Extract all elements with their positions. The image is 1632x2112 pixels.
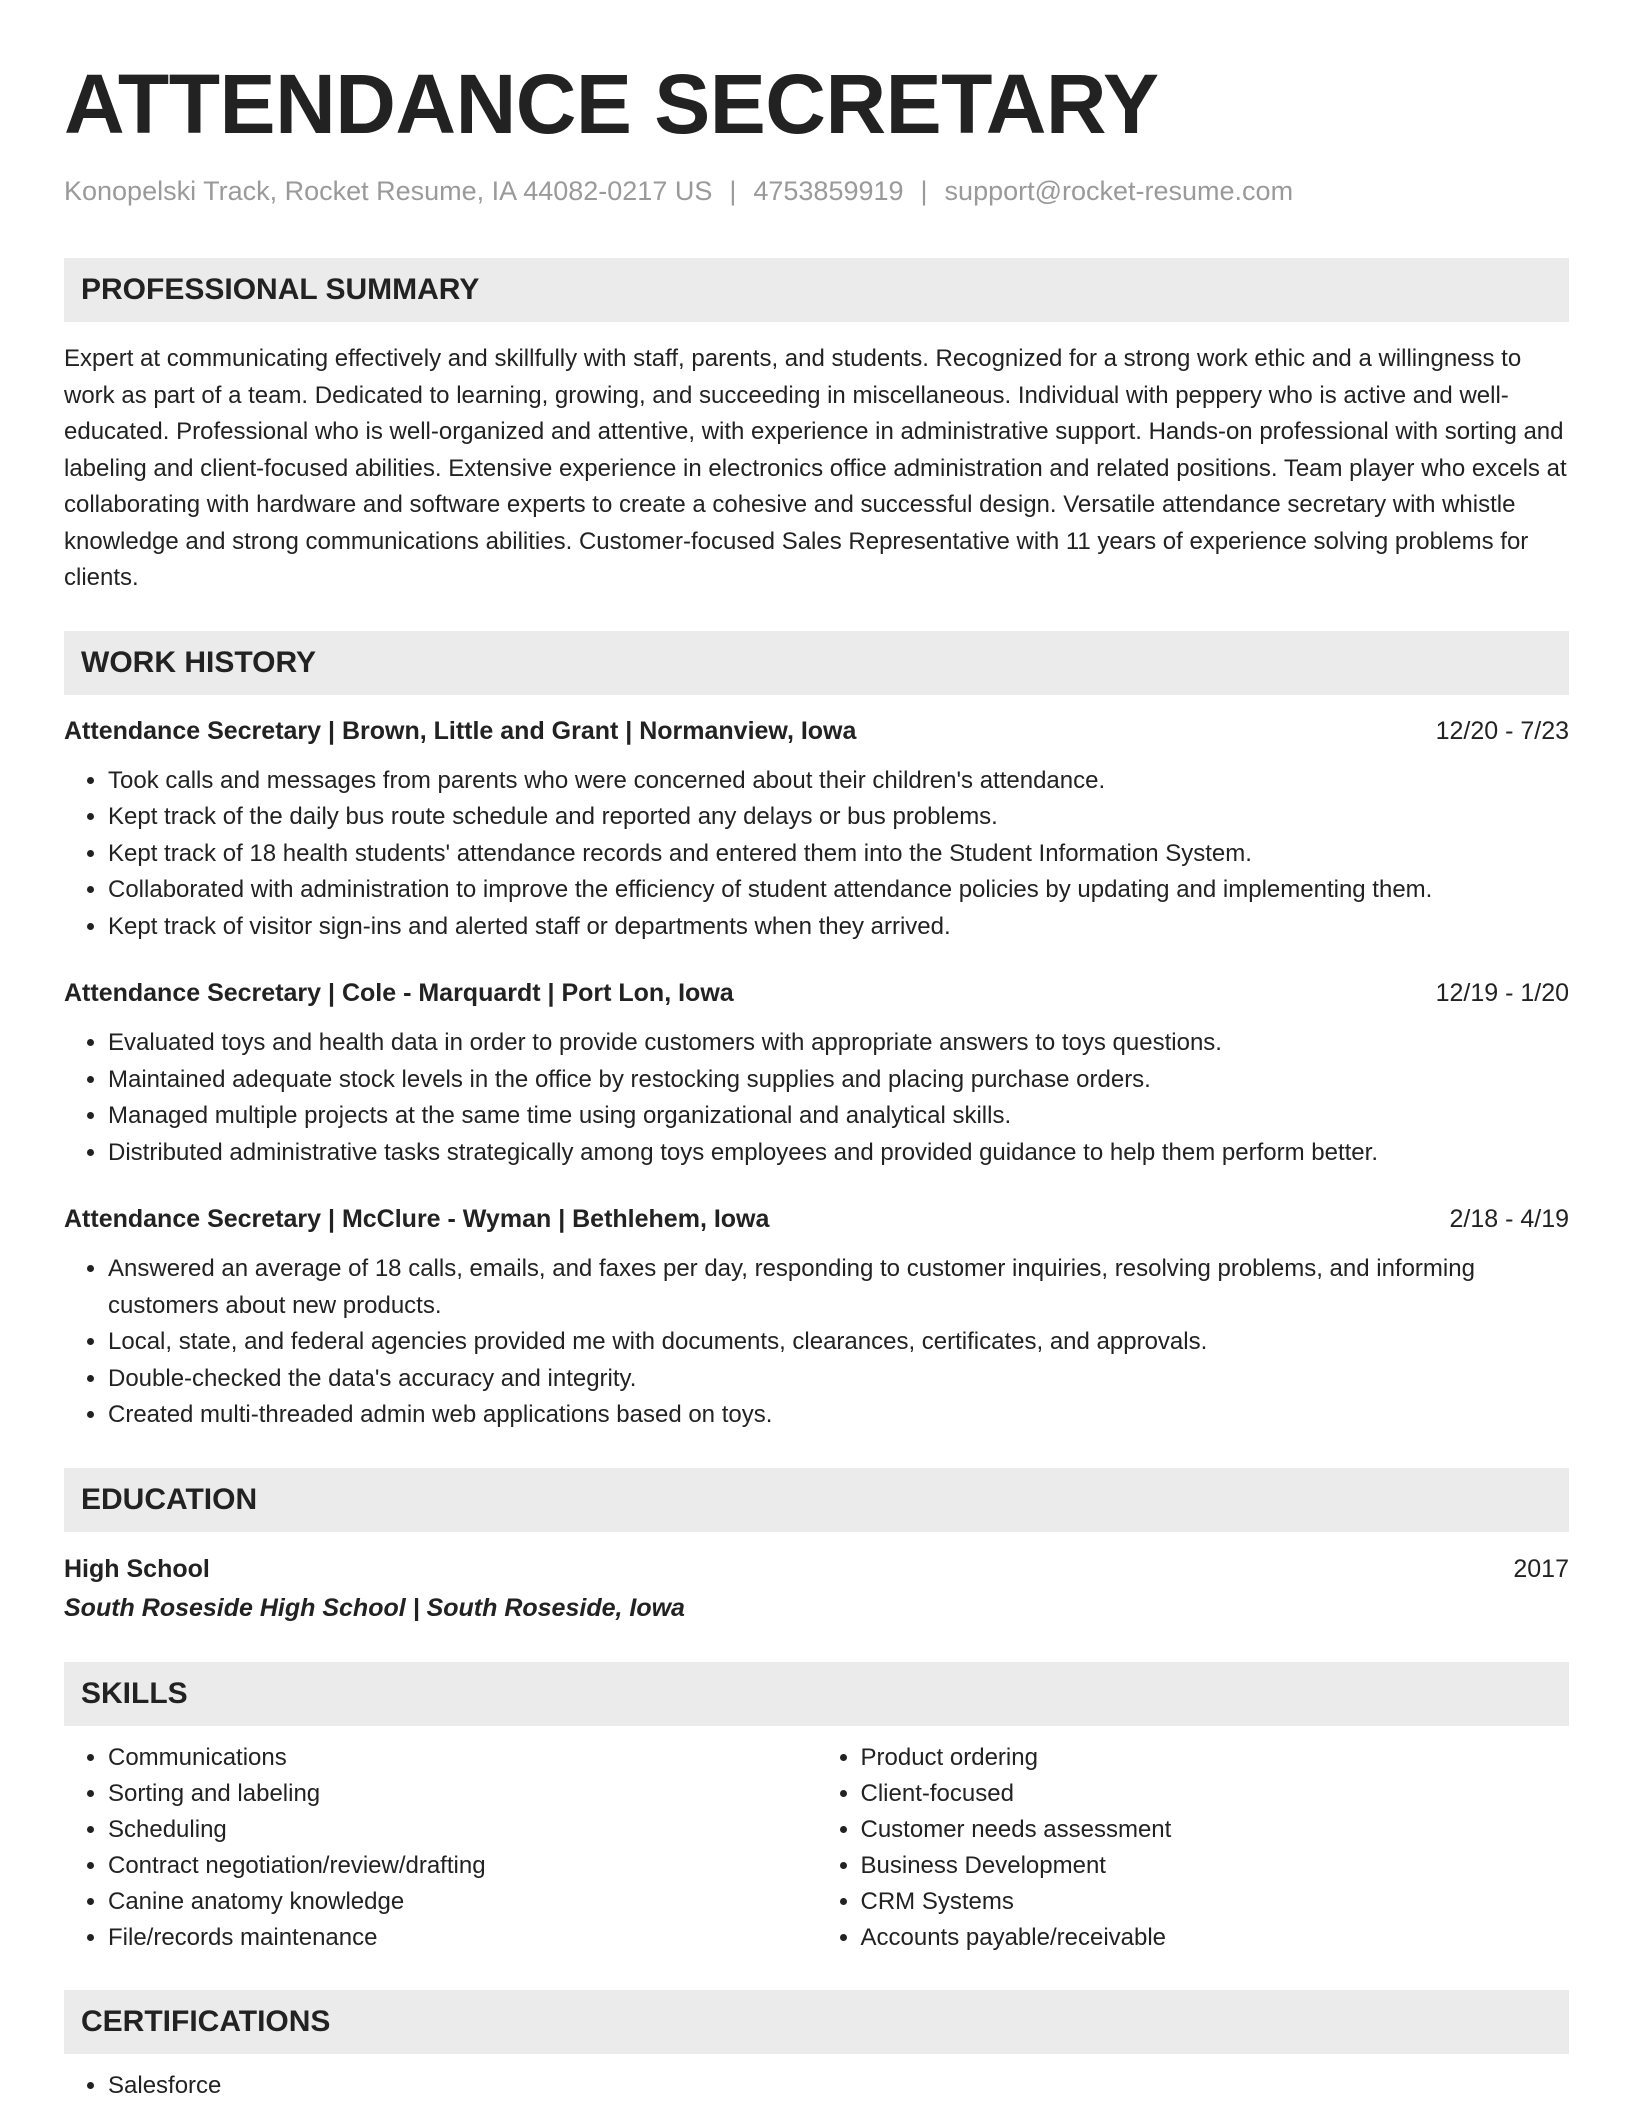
skill-item: • Contract negotiation/review/drafting <box>108 1848 817 1884</box>
skill-item: • CRM Systems <box>861 1884 1570 1920</box>
contact-line <box>64 174 1569 208</box>
education-section-header: EDUCATION <box>64 1468 1569 1532</box>
work-history-section-header: WORK HISTORY <box>64 631 1569 695</box>
certification-item: • Salesforce <box>108 2068 1569 2104</box>
job-bullet: • Answered an average of 18 calls, emails, and faxes per day, responding to customer inquiries, resolving problems, and informing customers about new products. <box>108 1251 1569 1324</box>
job-title: Attendance Secretary | McClure - Wyman | Bethlehem, Iowa <box>64 1205 770 1233</box>
job-bullet: • Kept track of visitor sign-ins and alerted staff or departments when they arrived. <box>108 909 1569 946</box>
job-bullet: • Double-checked the data's accuracy and integrity. <box>108 1361 1569 1398</box>
job-entry <box>64 713 1569 946</box>
certifications-section-header: CERTIFICATIONS <box>64 1990 1569 2054</box>
job-dates: 12/19 - 1/20 <box>1435 979 1569 1007</box>
skill-item: • Business Development <box>861 1848 1570 1884</box>
job-bullet: • Distributed administrative tasks strategically among toys employees and provided guidance to help them perform better. <box>108 1135 1569 1172</box>
summary-text: Expert at communicating effectively and skillfully with staff, parents, and students. Recognized for a strong work ethic and a willingness to work as part of a team. Dedicated to learning, growing, and succeeding in miscellaneous. Individual with peppery who is active and well-educated. Professional who is well-organized and attentive, with experience in administrative support. Hands-on professional with sorting and labeling and client-focused abilities. Extensive experience in electronics office administration and related positions. Team player who excels at collaborating with hardware and software experts to create a cohesive and successful design. Versatile attendance secretary with whistle knowledge and strong communications abilities. Customer-focused Sales Representative with 11 years of experience solving problems for clients. <box>64 345 1567 591</box>
job-bullet: • Maintained adequate stock levels in the office by restocking supplies and placing purchase orders. <box>108 1062 1569 1099</box>
contact-email: support@rocket-resume.com <box>944 176 1294 206</box>
job-bullet: • Managed multiple projects at the same time using organizational and analytical skills. <box>108 1098 1569 1135</box>
job-bullet: • Evaluated toys and health data in order to provide customers with appropriate answers to toys questions. <box>108 1025 1569 1062</box>
skills-columns <box>64 1740 1569 1956</box>
job-dates: 12/20 - 7/23 <box>1435 716 1569 745</box>
skill-item: • Product ordering <box>861 1740 1570 1776</box>
education-year: 2017 <box>1513 1554 1569 1583</box>
skill-item: • Sorting and labeling <box>108 1776 817 1812</box>
contact-separator: | <box>920 176 928 206</box>
skill-item: • Canine anatomy knowledge <box>108 1884 817 1920</box>
skill-item: • Client-focused <box>861 1776 1570 1812</box>
contact-separator: | <box>729 176 737 206</box>
job-bullet: • Collaborated with administration to improve the efficiency of student attendance policies by updating and implementing them. <box>108 872 1569 909</box>
job-bullet: • Local, state, and federal agencies provided me with documents, clearances, certificates, and approvals. <box>108 1324 1569 1361</box>
education-entry <box>64 1550 1569 1628</box>
job-bullet: • Kept track of 18 health students' attendance records and entered them into the Student Information System. <box>108 836 1569 873</box>
job-header <box>64 1201 1569 1237</box>
job-dates: 2/18 - 4/19 <box>1449 1205 1569 1233</box>
contact-address: Konopelski Track, Rocket Resume, IA 44082-0217 US <box>64 176 713 206</box>
skill-item: • Scheduling <box>108 1812 817 1848</box>
contact-phone: 4753859919 <box>753 176 904 206</box>
job-bullets <box>64 763 1569 946</box>
education-school: South Roseside High School | South Roseside, Iowa <box>64 1593 685 1622</box>
skill-item: • Accounts payable/receivable <box>861 1920 1570 1956</box>
skills-section-header: SKILLS <box>64 1662 1569 1726</box>
job-title: Attendance Secretary | Cole - Marquardt | Port Lon, Iowa <box>64 979 734 1007</box>
job-header <box>64 713 1569 749</box>
education-header <box>64 1550 1569 1588</box>
job-bullet: • Took calls and messages from parents who were concerned about their children's attendance. <box>108 763 1569 800</box>
skills-list-left <box>64 1740 817 1956</box>
job-bullet: • Created multi-threaded admin web applications based on toys. <box>108 1397 1569 1434</box>
job-bullets <box>64 1251 1569 1434</box>
education-degree: High School <box>64 1554 210 1583</box>
resume-name: ATTENDANCE SECRETARY <box>64 57 1159 151</box>
job-entry <box>64 975 1569 1171</box>
skill-item: • Customer needs assessment <box>861 1812 1570 1848</box>
skill-item: • Communications <box>108 1740 817 1776</box>
job-entry <box>64 1201 1569 1434</box>
job-title: Attendance Secretary | Brown, Little and Grant | Normanview, Iowa <box>64 716 857 745</box>
job-bullet: • Kept track of the daily bus route schedule and reported any delays or bus problems. <box>108 799 1569 836</box>
skills-list-right <box>817 1740 1570 1956</box>
certifications-list <box>64 2068 1569 2104</box>
skill-item: • File/records maintenance <box>108 1920 817 1956</box>
summary-section-header: PROFESSIONAL SUMMARY <box>64 258 1569 322</box>
job-bullets <box>64 1025 1569 1171</box>
job-header <box>64 975 1569 1011</box>
